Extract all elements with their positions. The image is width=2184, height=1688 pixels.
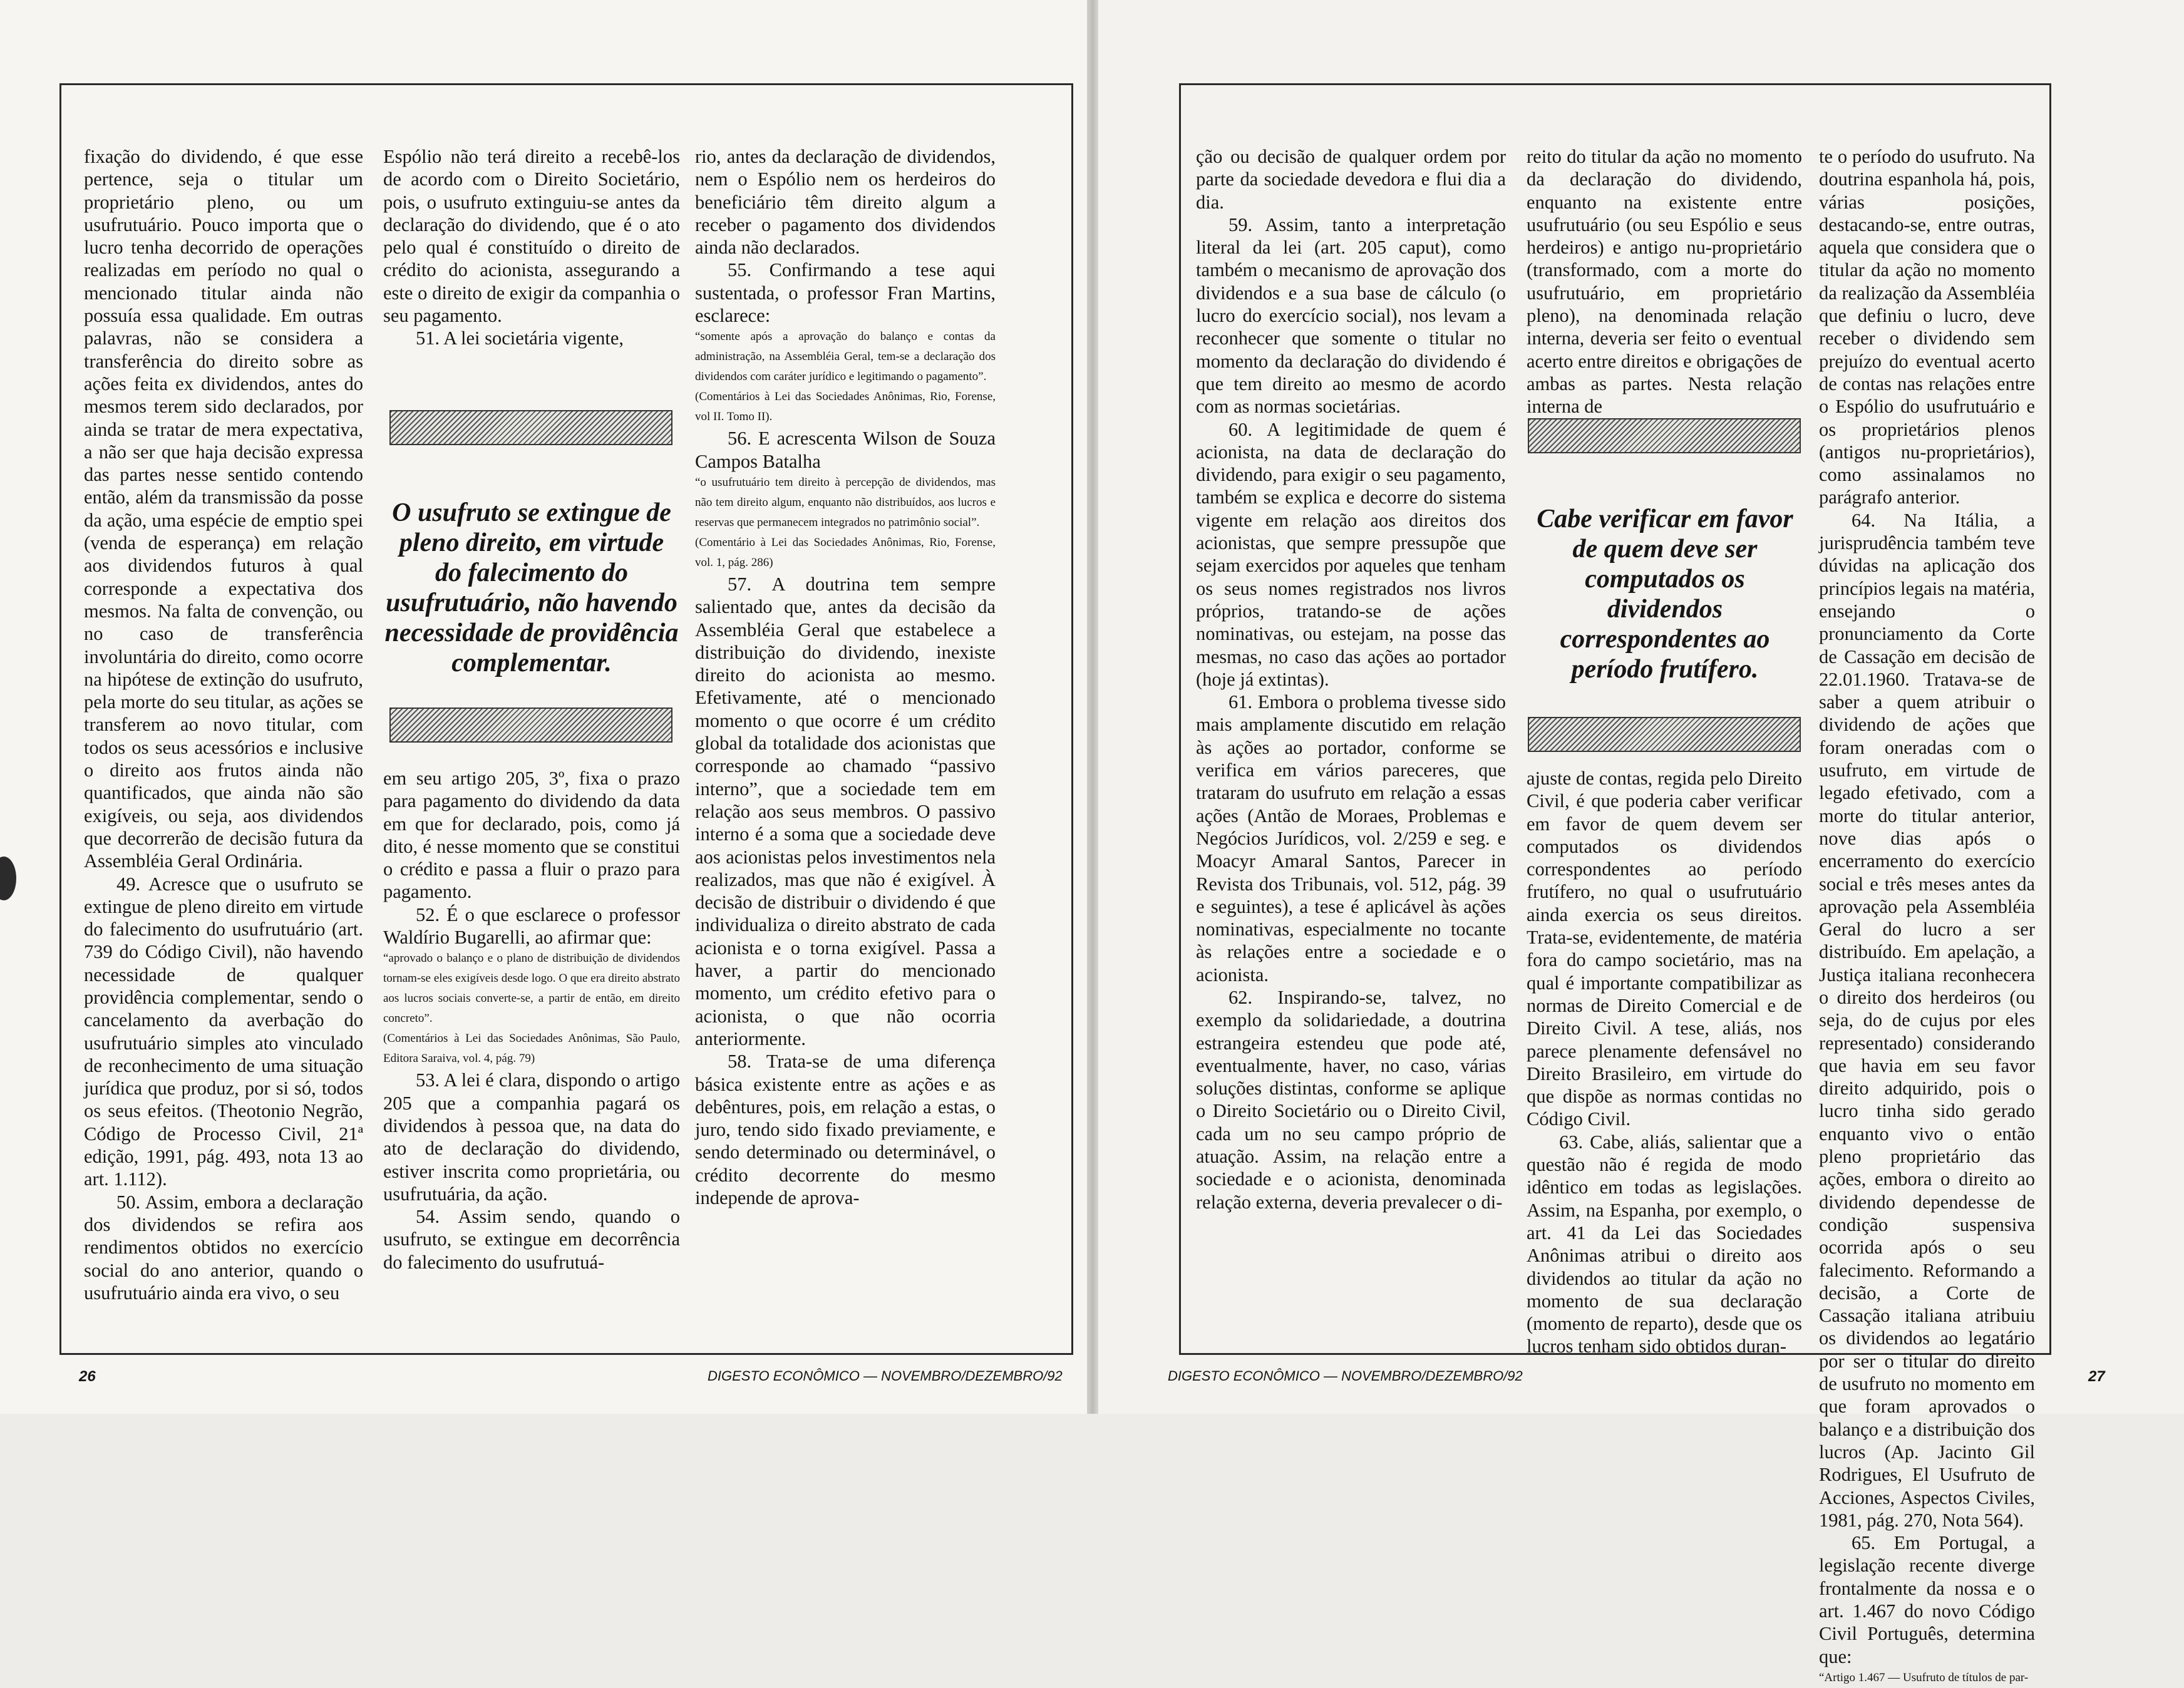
- paragraph: 51. A lei societária vigente,: [416, 327, 624, 349]
- paragraph: 64. Na Itália, a jurisprudência também teve dúvidas na aplicação dos princípios legais na matéria, ensejando o pronunciamento da Corte de Cassação em decisão de 22.01.1960. Tratava-se de saber a quem atribuir o dividendo de ações que foram oneradas com o usufruto, em virtude de legado efetivado, com a morte do titular anterior, nove dias após o encerramento do exercício social e três meses antes da aprovação pela Assembléia Geral do lucro a ser distribuído. Em apelação, a Justiça italiana reconhecera o direito dos herdeiros (ou seja, do de cujus por eles representado) considerando que havia em seu favor direito adquirido, pois o lucro tinha sido gerado enquanto vivo o então pleno proprietário das ações, embora o direito ao dividendo dependesse de condição suspensiva ocorrida após o seu falecimento. Reformando a decisão, a Corte de Cassação italiana atribuiu os dividendos ao legatário por ser o titular do direito de usufruto no momento em que foram aprovados o balanço e a distribuição dos lucros (Ap. Jacinto Gil Rodrigues, El Usufruto de Acciones, Aspectos Civiles, 1981, pág. 270, Nota 564).: [1819, 509, 2035, 1531]
- left-column-1: [84, 145, 363, 1304]
- hatch-divider: [1528, 418, 1801, 453]
- pull-quote: Cabe verificar em favor de quem deve ser computados os dividendos correspondentes ao período frutífero.: [1537, 505, 1793, 684]
- quote-paragraph: “somente após a aprovação do balanço e contas da administração, na Assembléia Geral, tem-se a declaração dos dividendos com caráter jurídico e legitimando o pagamento”.: [695, 330, 996, 384]
- paragraph: rio, antes da declaração de dividendos, nem o Espólio nem os herdeiros do beneficiário têm direito algum a receber o pagamento dos dividendos ainda não declarados.: [695, 146, 996, 259]
- quote-paragraph: “Artigo 1.467 — Usufruto de títulos de par-: [1819, 1670, 2029, 1684]
- hatch-divider: [1528, 717, 1801, 752]
- paragraph: 55. Confirmando a tese aqui sustentada, o professor Fran Martins, esclarece:: [695, 259, 996, 327]
- quote-paragraph: “aprovado o balanço e o plano de distribuição de dividendos tornam-se eles exigíveis desde logo. O que era direito abstrato aos lucros sociais converte-se, a partir de então, em direito concreto”.: [383, 952, 680, 1026]
- pull-quote: O usufruto se extingue de pleno direito, em virtude do falecimento do usufrutuário, não havendo necessidade de providência complementar.: [384, 498, 679, 677]
- binder-hole: [0, 857, 16, 900]
- paragraph: te o período do usufruto. Na doutrina espanhola há, pois, várias posições, destacando-se, entre outras, aquela que considera que o titular da ação no momento da realização da Assembléia que definiu o lucro, deve receber o dividendo sem prejuízo do eventual acerto de contas nas relações entre o Espólio do usufrutuário e os proprietários plenos (antigos nu-proprietários), como assinalamos no parágrafo anterior.: [1819, 146, 2035, 508]
- quote-paragraph: (Comentários à Lei das Sociedades Anônimas, São Paulo, Editora Saraiva, vol. 4, pág. 79): [383, 1032, 680, 1066]
- quote-paragraph: (Comentário à Lei das Sociedades Anônimas, Rio, Forense, vol. 1, pág. 286): [695, 535, 996, 569]
- paragraph: 53. A lei é clara, dispondo o artigo 205 que a companhia pagará os dividendos à pessoa que, na data do ato de declaração do dividendo, estiver inscrita como proprietária, ou usufrutuária, da ação.: [383, 1069, 680, 1205]
- right-column-2-bottom: [1527, 767, 1802, 1358]
- paragraph: ajuste de contas, regida pelo Direito Civil, é que poderia caber verificar em favor de quem devem ser computados os dividendos correspondentes ao período frutífero, no qual o usufrutuário ainda exercia os seus direitos. Trata-se, evidentemente, de matéria fora do campo societário, mas na qual é importante compatibilizar as normas de Direito Comercial e de Direito Civil. A tese, aliás, nos parece plenamente defensável no Direito Brasileiro, em virtude do que dispõe as normas contidas no Código Civil.: [1527, 768, 1802, 1130]
- paragraph: em seu artigo 205, 3º, fixa o prazo para pagamento do dividendo da data em que for declarado, pois, como já dito, é nesse momento que se constitui o crédito e passa a fluir o prazo para pagamento.: [383, 768, 680, 903]
- right-column-3: [1819, 145, 2035, 1688]
- paragraph: 60. A legitimidade de quem é acionista, na data de declaração do dividendo, para exigir o seu pagamento, também se explica e decorre do sistema vigente em relação aos direitos dos acionistas, que sempre pressupõe que sejam exercidos por aqueles que tenham os seus nomes registrados nos livros próprios, tratando-se de ações nominativas, ou estejam, na posse das mesmas, no caso das ações ao portador (hoje já extintas).: [1196, 418, 1506, 690]
- paragraph: 63. Cabe, aliás, salientar que a questão não é regida de modo idêntico em todas as legislações. Assim, na Espanha, por exemplo, o art. 41 da Lei das Sociedades Anônimas atribui o direito aos dividendos ao titular da ação no momento de sua declaração (momento de reparto), desde que os lucros tenham sido obtidos duran-: [1527, 1131, 1802, 1357]
- quote-paragraph: “o usufrutuário tem direito à percepção de dividendos, mas não tem direito algum, enquanto não distribuídos, aos lucros e reservas que permanecem integrados no patrimônio social”.: [695, 475, 996, 529]
- paragraph: 61. Embora o problema tivesse sido mais amplamente discutido em relação às ações ao portador, conforme se verifica em vários pareceres, que trataram do usufruto em relação a essas ações (Antão de Moraes, Problemas e Negócios Jurídicos, vol. 2/259 e seg. e Moacyr Amaral Santos, Parecer in Revista dos Tribunais, vol. 512, pág. 39 e seguintes), a tese é aplicável às ações nominativas, especialmente no tocante às relações entre a sociedade e o acionista.: [1196, 691, 1506, 986]
- book-spine: [1087, 0, 1098, 1414]
- paragraph: 54. Assim sendo, quando o usufruto, se extingue em decorrência do falecimento do usufrutuá-: [383, 1206, 680, 1273]
- paragraph: 49. Acresce que o usufruto se extingue de pleno direito em virtude do falecimento do usufrutuário (art. 739 do Código Civil), não havendo necessidade de qualquer providência complementar, sendo o cancelamento da averbação do usufrutuário simples ato vinculado de reconhecimento de uma situação jurídica que produz, por si só, todos os seus efeitos. (Theotonio Negrão, Código de Processo Civil, 21ª edição, 1991, pág. 493, nota 13 ao art. 1.112).: [84, 873, 363, 1190]
- paragraph: 57. A doutrina tem sempre salientado que, antes da decisão da Assembléia Geral que estabelece a distribuição do dividendo, inexiste direito do acionista ao mesmo. Efetivamente, até o mencionado momento o que ocorre é um crédito global da totalidade dos acionistas que corresponde ao chamado “passivo interno”, que a sociedade tem em relação aos seus membros. O passivo interno é a soma que a sociedade deve aos acionistas pelos investimentos nela realizados, mas que não é exigível. À decisão de distribuir o dividendo é que individualiza o direito abstrato de cada acionista e o torna exigível. Passa a haver, a partir do mencionado momento, um crédito efetivo para o acionista, o que não ocorria anteriormente.: [695, 573, 996, 1049]
- paragraph: 52. É o que esclarece o professor Waldírio Bugarelli, ao afirmar que:: [383, 903, 680, 949]
- hatch-divider: [389, 410, 672, 445]
- paragraph: ção ou decisão de qualquer ordem por parte da sociedade devedora e flui dia a dia.: [1196, 146, 1506, 213]
- page-footer: DIGESTO ECONÔMICO — NOVEMBRO/DEZEMBRO/92: [1168, 1368, 1523, 1384]
- page-number: 27: [2088, 1368, 2105, 1385]
- paragraph: fixação do dividendo, é que esse pertence, seja o titular um proprietário pleno, ou um usufrutuário. Pouco importa que o lucro tenha decorrido de operações realizadas em período no qual o mencionado titular ainda não possuía essa qualidade. Em outras palavras, não se considera a transferência do direito sobre as ações feita ex dividendos, antes do mesmos terem sido declarados, por ainda se tratar de mera expectativa, a não ser que haja decisão expressa das partes nesse sentido contendo então, além da transmissão da posse da ação, uma espécie de emptio spei (venda de esperança) em relação aos dividendos futuros à qual corresponde a expectativa dos mesmos. Na falta de convenção, ou no caso de transferência involuntária do direito, como ocorre na hipótese de extinção do usufruto, pela morte do seu titular, as ações se transferem ao novo titular, com todos os seus acessórios e inclusive o direito aos frutos ainda não quantificados, que ainda não são exigíveis, ou seja, aos dividendos que decorrerão de decisão futura da Assembléia Geral Ordinária.: [84, 146, 363, 872]
- page-footer: DIGESTO ECONÔMICO — NOVEMBRO/DEZEMBRO/92: [708, 1368, 1063, 1384]
- paragraph: 58. Trata-se de uma diferença básica existente entre as ações e as debêntures, pois, em relação a estas, o juro, tendo sido fixado previamente, e sendo determinado ou determinável, o crédito decorrente do mesmo independe de aprova-: [695, 1051, 996, 1208]
- paragraph: 65. Em Portugal, a legislação recente diverge frontalmente da nossa e o art. 1.467 do novo Código Civil Português, determina que:: [1819, 1532, 2035, 1667]
- left-column-3: [695, 145, 996, 1209]
- right-column-2-top: [1527, 145, 1802, 418]
- paragraph: 50. Assim, embora a declaração dos dividendos se refira aos rendimentos obtidos no exercício social do ano anterior, quando o usufrutuário ainda era vivo, o seu: [84, 1191, 363, 1304]
- paragraph: 56. E acrescenta Wilson de Souza Campos Batalha: [695, 428, 996, 472]
- right-column-1: [1196, 145, 1506, 1213]
- paragraph: 59. Assim, tanto a interpretação literal da lei (art. 205 caput), como também o mecanismo de aprovação dos dividendos e a sua base de cálculo (o lucro do exercício social), nos levam a reconhecer que somente o titular no momento da declaração do dividendo é que tem direito ao mesmo de acordo com as normas societárias.: [1196, 214, 1506, 418]
- page-number: 26: [79, 1368, 96, 1385]
- paragraph: 62. Inspirando-se, talvez, no exemplo da solidariedade, a doutrina estrangeira estendeu que pode até, eventualmente, haver, no caso, várias soluções distintas, conforme se aplique o Direito Societário ou o Direito Civil, cada um no seu campo próprio de atuação. Assim, na relação entre a sociedade e o acionista, denominada relação externa, deveria prevalecer o di-: [1196, 986, 1506, 1213]
- hatch-divider: [389, 708, 672, 743]
- left-column-2-bottom: [383, 767, 680, 1274]
- paragraph: reito do titular da ação no momento da declaração do dividendo, enquanto na existente entre usufrutuário (ou seu Espólio e seus herdeiros) e antigo nu-proprietário (transformado, com a morte do usufrutuário, em proprietário pleno), na denominada relação interna, deveria ser feito o eventual acerto entre direitos e obrigações de ambas as partes. Nesta relação interna de: [1527, 146, 1802, 418]
- left-column-2-top: [383, 145, 680, 350]
- paragraph: Espólio não terá direito a recebê-los de acordo com o Direito Societário, pois, o usufruto extinguiu-se antes da declaração do dividendo, que é o ato pelo qual é constituído o direito de crédito do acionista, assegurando a este o direito de exigir da companhia o seu pagamento.: [383, 146, 680, 327]
- quote-paragraph: (Comentários à Lei das Sociedades Anônimas, Rio, Forense, vol II. Tomo II).: [695, 390, 996, 424]
